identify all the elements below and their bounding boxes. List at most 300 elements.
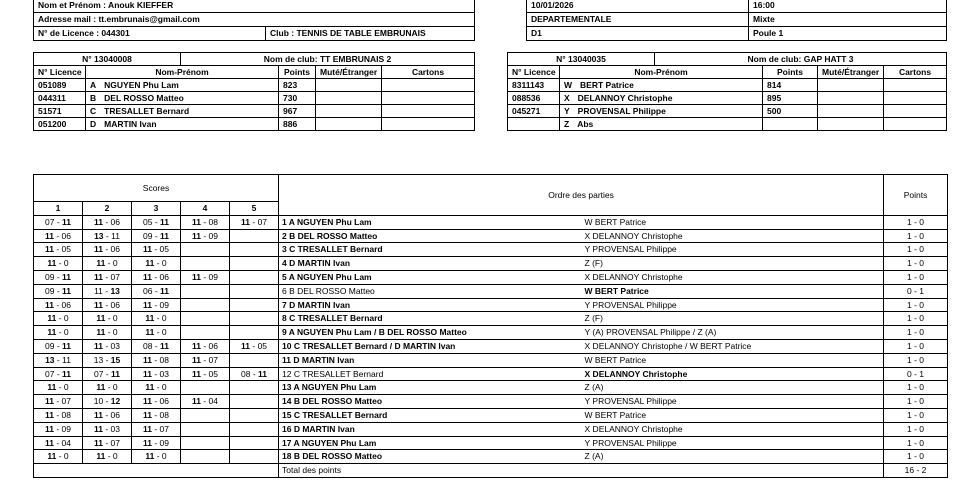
set-score-separator: - xyxy=(151,409,160,420)
player-letter: Y xyxy=(564,106,570,116)
player-points: 967 xyxy=(279,105,316,118)
set-score-separator: - xyxy=(54,271,63,282)
set-score-away: 0 xyxy=(161,313,167,324)
player-licence: 045271 xyxy=(508,105,560,118)
set-score-away: 0 xyxy=(63,451,69,462)
match-home-player: 13 A NGUYEN Phu Lam xyxy=(279,381,582,395)
match-home-player: 3 C TRESALLET Bernard xyxy=(279,243,582,257)
set-score-away: 05 xyxy=(61,244,72,255)
set-score-separator: - xyxy=(53,396,62,407)
set-score xyxy=(181,367,230,381)
set-score-separator: - xyxy=(200,354,209,365)
set-score-home: 11 xyxy=(142,437,152,448)
referee-club: Club : TENNIS DE TABLE EMBRUNAIS xyxy=(266,27,475,41)
match-result: 1 - 0 xyxy=(884,339,948,353)
team-a-players xyxy=(34,79,475,131)
match-row xyxy=(34,436,948,450)
set-score xyxy=(181,243,230,257)
set-score xyxy=(34,243,83,257)
player-letter: W xyxy=(564,80,573,90)
set-score-home: 11 xyxy=(142,368,152,379)
set-score-home: 11 xyxy=(145,382,155,393)
total-points: 16 - 2 xyxy=(884,464,948,478)
set-score xyxy=(83,243,132,257)
match-home-player: 14 B DEL ROSSO Matteo xyxy=(279,395,582,409)
set-score-home: 11 xyxy=(44,299,54,310)
set-score xyxy=(230,257,279,271)
set-score-separator: - xyxy=(250,368,259,379)
player-name: BERT Patrice xyxy=(580,80,634,90)
set-score-away: 0 xyxy=(161,382,167,393)
set-score xyxy=(132,367,181,381)
set-score-separator: - xyxy=(152,285,161,296)
set-score-separator: - xyxy=(56,382,64,393)
set-score xyxy=(132,243,181,257)
set-score xyxy=(132,326,181,340)
matches-list xyxy=(34,215,948,463)
player-licence xyxy=(508,118,560,131)
set-score xyxy=(83,229,132,243)
player-letter: X xyxy=(564,93,570,103)
referee-name: Nom et Prénom : Anouk KIEFFER xyxy=(34,0,475,13)
set-score-separator: - xyxy=(152,216,161,227)
team-b-club: Nom de club: GAP HATT 3 xyxy=(655,53,947,66)
points-header: Points xyxy=(884,175,948,216)
match-away-player: Y (A) PROVENSAL Philippe / Z (A) xyxy=(582,326,884,340)
set-score-away: 11 xyxy=(62,271,72,282)
set-score xyxy=(34,229,83,243)
set-score xyxy=(181,284,230,298)
set-score-separator: - xyxy=(102,299,111,310)
set-score xyxy=(181,326,230,340)
match-away-player: W BERT Patrice xyxy=(582,284,884,298)
set-score-home: 11 xyxy=(191,340,201,351)
match-division: D1 xyxy=(527,27,749,41)
set-score-away: 11 xyxy=(160,230,170,241)
set-score xyxy=(132,298,181,312)
set-score-away: 11 xyxy=(160,285,170,296)
set-number: 1 xyxy=(34,202,83,216)
set-score-away: 11 xyxy=(62,285,72,296)
set-score-separator: - xyxy=(250,340,258,351)
team-b-players xyxy=(508,79,947,131)
match-home-player: 1 A NGUYEN Phu Lam xyxy=(279,215,582,229)
set-score xyxy=(83,367,132,381)
set-score-away: 11 xyxy=(160,216,170,227)
set-score xyxy=(132,381,181,395)
player-name-cell xyxy=(86,79,279,92)
set-score-away: 09 xyxy=(208,271,219,282)
player-name: NGUYEN Phu Lam xyxy=(104,80,179,90)
match-home-player: 9 A NGUYEN Phu Lam / B DEL ROSSO Matteo xyxy=(279,326,582,340)
set-score-home: 11 xyxy=(44,437,54,448)
set-score-home: 11 xyxy=(93,299,103,310)
set-score-away: 07 xyxy=(159,423,170,434)
player-name-cell xyxy=(560,92,763,105)
match-result: 1 - 0 xyxy=(884,436,948,450)
set-score-away: 11 xyxy=(111,230,120,241)
set-score-separator: - xyxy=(102,437,111,448)
player-cards xyxy=(884,92,947,105)
set-number: 5 xyxy=(230,202,279,216)
col-cards: Cartons xyxy=(382,66,475,79)
set-score xyxy=(34,395,83,409)
set-score xyxy=(230,381,279,395)
set-score-home: 11 xyxy=(44,244,54,255)
match-away-player: W BERT Patrice xyxy=(582,408,884,422)
set-score-away: 03 xyxy=(159,368,170,379)
set-score-separator: - xyxy=(102,216,111,227)
set-score xyxy=(83,270,132,284)
referee-licence: N° de Licence : 044301 xyxy=(34,27,266,41)
set-score-home: 11 xyxy=(96,327,106,338)
match-result: 1 - 0 xyxy=(884,229,948,243)
set-score-home: 11 xyxy=(142,354,152,365)
set-score xyxy=(181,312,230,326)
set-score-home: 11 xyxy=(191,230,201,241)
match-home-player: 2 B DEL ROSSO Matteo xyxy=(279,229,582,243)
set-score-away: 11 xyxy=(62,216,72,227)
set-score xyxy=(181,257,230,271)
team-a-table xyxy=(33,52,475,131)
set-score-home: 10 xyxy=(93,396,104,407)
match-home-player: 6 B DEL ROSSO Matteo xyxy=(279,284,582,298)
player-licence: 51571 xyxy=(34,105,86,118)
results-table xyxy=(33,174,948,478)
set-score-home: 09 xyxy=(44,271,55,282)
set-score xyxy=(132,312,181,326)
player-points: 895 xyxy=(763,92,818,105)
set-score xyxy=(83,257,132,271)
set-score-away: 0 xyxy=(161,451,167,462)
player-name: DEL ROSSO Matteo xyxy=(104,93,184,103)
set-score-away: 06 xyxy=(208,340,219,351)
set-score-away: 05 xyxy=(208,368,219,379)
player-cards xyxy=(884,79,947,92)
set-score-separator: - xyxy=(151,354,160,365)
set-score-separator: - xyxy=(103,368,112,379)
match-row xyxy=(34,395,948,409)
set-score xyxy=(132,450,181,464)
player-row xyxy=(34,118,475,131)
set-score-separator: - xyxy=(54,354,63,365)
player-letter: Z xyxy=(564,119,570,129)
match-result: 1 - 0 xyxy=(884,312,948,326)
set-score xyxy=(34,422,83,436)
set-score-separator: - xyxy=(105,258,113,269)
player-points: 886 xyxy=(279,118,316,131)
set-score xyxy=(132,422,181,436)
player-points: 814 xyxy=(763,79,818,92)
col-cards: Cartons xyxy=(884,66,947,79)
set-score xyxy=(132,229,181,243)
set-score-away: 0 xyxy=(161,327,167,338)
match-away-player: X DELANNOY Christophe xyxy=(582,229,884,243)
order-header: Ordre des parties xyxy=(279,175,884,216)
set-score-separator: - xyxy=(102,423,111,434)
set-score-separator: - xyxy=(151,299,160,310)
set-score-home: 11 xyxy=(47,451,57,462)
set-score-home: 11 xyxy=(241,216,250,227)
player-cards xyxy=(884,118,947,131)
set-score-away: 06 xyxy=(110,299,121,310)
set-score-home: 11 xyxy=(191,216,201,227)
set-score-separator: - xyxy=(151,396,160,407)
player-licence: 088536 xyxy=(508,92,560,105)
set-score xyxy=(181,436,230,450)
set-score-separator: - xyxy=(54,285,63,296)
set-score xyxy=(34,339,83,353)
set-score xyxy=(34,408,83,422)
set-score xyxy=(230,450,279,464)
match-away-player: W BERT Patrice xyxy=(582,353,884,367)
match-row xyxy=(34,381,948,395)
set-score-separator: - xyxy=(200,271,209,282)
set-score xyxy=(230,298,279,312)
col-licence: N° Licence xyxy=(508,66,560,79)
set-score-away: 06 xyxy=(159,271,170,282)
set-score xyxy=(83,408,132,422)
col-points: Points xyxy=(279,66,316,79)
match-row xyxy=(34,312,948,326)
set-score-home: 11 xyxy=(93,409,103,420)
set-score-home: 08 xyxy=(241,368,251,379)
match-away-player: Y PROVENSAL Philippe xyxy=(582,436,884,450)
set-score-away: 12 xyxy=(110,396,121,407)
match-result: 1 - 0 xyxy=(884,326,948,340)
match-away-player: Y PROVENSAL Philippe xyxy=(582,243,884,257)
set-score-home: 07 xyxy=(93,368,104,379)
player-letter: A xyxy=(90,80,97,90)
col-points: Points xyxy=(763,66,818,79)
set-score-separator: - xyxy=(56,313,64,324)
set-score-home: 11 xyxy=(44,396,54,407)
match-time: 16:00 xyxy=(749,0,947,13)
player-points xyxy=(763,118,818,131)
match-row xyxy=(34,450,948,464)
match-result: 1 - 0 xyxy=(884,298,948,312)
set-score xyxy=(83,284,132,298)
total-spacer xyxy=(34,464,279,478)
player-name-cell xyxy=(560,79,763,92)
set-score-separator: - xyxy=(151,271,160,282)
team-b-table xyxy=(507,52,947,131)
set-score xyxy=(83,326,132,340)
match-result: 1 - 0 xyxy=(884,353,948,367)
player-name-cell xyxy=(86,118,279,131)
set-score xyxy=(230,353,279,367)
set-score-away: 06 xyxy=(61,230,72,241)
set-number: 4 xyxy=(181,202,230,216)
set-score xyxy=(83,395,132,409)
set-score-home: 09 xyxy=(44,285,55,296)
set-score-separator: - xyxy=(53,409,62,420)
set-score-away: 08 xyxy=(159,354,170,365)
set-score-separator: - xyxy=(53,299,62,310)
match-level: DEPARTEMENTALE xyxy=(527,13,749,27)
set-score-home: 11 xyxy=(93,244,103,255)
set-score xyxy=(132,353,181,367)
match-away-player: X DELANNOY Christophe xyxy=(582,270,884,284)
player-points: 500 xyxy=(763,105,818,118)
set-score-home: 11 xyxy=(47,313,57,324)
set-score-separator: - xyxy=(54,340,63,351)
set-score xyxy=(181,353,230,367)
set-score-home: 11 xyxy=(142,423,152,434)
set-score-away: 04 xyxy=(208,396,219,407)
team-b-number: N° 13040035 xyxy=(508,53,655,66)
set-score xyxy=(132,257,181,271)
set-score-home: 11 xyxy=(47,258,57,269)
player-row xyxy=(508,118,947,131)
set-score-home: 07 xyxy=(44,216,55,227)
set-score-separator: - xyxy=(151,368,160,379)
set-score-separator: - xyxy=(250,216,258,227)
set-score xyxy=(181,422,230,436)
set-score-home: 11 xyxy=(93,423,103,434)
set-score xyxy=(83,353,132,367)
set-score-away: 09 xyxy=(159,299,170,310)
col-name: Nom-Prénom xyxy=(560,66,763,79)
set-score-separator: - xyxy=(56,451,64,462)
match-result: 1 - 0 xyxy=(884,381,948,395)
match-result: 1 - 0 xyxy=(884,422,948,436)
set-score-separator: - xyxy=(54,216,63,227)
player-row xyxy=(508,79,947,92)
set-score xyxy=(34,450,83,464)
set-score-away: 05 xyxy=(159,244,170,255)
player-cards xyxy=(382,105,475,118)
set-score-home: 11 xyxy=(96,382,106,393)
set-score-home: 08 xyxy=(142,340,153,351)
match-result: 0 - 1 xyxy=(884,367,948,381)
player-row xyxy=(508,92,947,105)
player-mute xyxy=(818,92,884,105)
set-score-separator: - xyxy=(154,451,162,462)
player-points: 730 xyxy=(279,92,316,105)
set-score xyxy=(132,408,181,422)
set-score-separator: - xyxy=(200,230,209,241)
set-score xyxy=(132,339,181,353)
player-row xyxy=(34,105,475,118)
player-licence: 051089 xyxy=(34,79,86,92)
match-result: 1 - 0 xyxy=(884,395,948,409)
player-row xyxy=(34,92,475,105)
match-row xyxy=(34,408,948,422)
set-score-separator: - xyxy=(200,396,209,407)
set-score-away: 11 xyxy=(258,368,268,379)
set-score-separator: - xyxy=(102,409,111,420)
referee-info-table xyxy=(33,0,475,41)
set-score-home: 11 xyxy=(241,340,250,351)
set-score-away: 0 xyxy=(112,313,118,324)
set-score xyxy=(34,298,83,312)
match-home-player: 4 D MARTIN Ivan xyxy=(279,257,582,271)
set-score-away: 0 xyxy=(112,382,118,393)
set-score-home: 11 xyxy=(142,396,152,407)
set-score-away: 06 xyxy=(110,409,121,420)
set-score-away: 06 xyxy=(61,299,72,310)
set-score-away: 0 xyxy=(63,382,69,393)
set-score-home: 11 xyxy=(191,396,201,407)
set-score-home: 11 xyxy=(142,299,152,310)
set-score-home: 11 xyxy=(145,258,155,269)
set-score xyxy=(83,422,132,436)
set-score-away: 06 xyxy=(110,216,121,227)
match-row xyxy=(34,257,948,271)
scores-header: Scores xyxy=(34,175,279,202)
set-score-away: 04 xyxy=(61,437,72,448)
team-a-club: Nom de club: TT EMBRUNAIS 2 xyxy=(181,53,475,66)
set-score-home: 11 xyxy=(145,313,155,324)
player-points: 823 xyxy=(279,79,316,92)
set-score xyxy=(230,270,279,284)
set-score-home: 11 xyxy=(94,285,103,296)
match-info-table xyxy=(526,0,947,41)
player-cards xyxy=(382,79,475,92)
set-score-separator: - xyxy=(151,244,160,255)
set-score-home: 13 xyxy=(94,230,104,241)
set-score xyxy=(181,381,230,395)
match-home-player: 7 D MARTIN Ivan xyxy=(279,298,582,312)
set-score-separator: - xyxy=(151,423,160,434)
set-score-away: 0 xyxy=(63,258,69,269)
set-score-separator: - xyxy=(105,382,113,393)
match-result: 1 - 0 xyxy=(884,450,948,464)
set-score-away: 06 xyxy=(159,396,170,407)
set-score-separator: - xyxy=(154,258,162,269)
set-score-separator: - xyxy=(102,244,111,255)
match-home-player: 17 A NGUYEN Phu Lam xyxy=(279,436,582,450)
set-score-away: 06 xyxy=(110,244,121,255)
set-score-away: 05 xyxy=(257,340,268,351)
set-score-home: 11 xyxy=(191,354,201,365)
set-score-separator: - xyxy=(102,285,111,296)
match-away-player: X DELANNOY Christophe xyxy=(582,422,884,436)
player-name: TRESALLET Bernard xyxy=(104,106,190,116)
set-score-separator: - xyxy=(53,244,62,255)
match-home-player: 16 D MARTIN Ivan xyxy=(279,422,582,436)
set-score-home: 09 xyxy=(142,230,153,241)
match-away-player: Y PROVENSAL Philippe xyxy=(582,395,884,409)
set-score-home: 11 xyxy=(47,382,57,393)
set-score-home: 11 xyxy=(93,437,103,448)
set-score-away: 07 xyxy=(257,216,268,227)
set-score xyxy=(34,215,83,229)
set-score-home: 11 xyxy=(96,258,106,269)
match-pool: Poule 1 xyxy=(749,27,947,41)
set-score xyxy=(230,215,279,229)
set-score-away: 07 xyxy=(110,437,121,448)
set-score-separator: - xyxy=(102,340,111,351)
match-row xyxy=(34,270,948,284)
player-mute xyxy=(316,105,382,118)
match-away-player: Z (F) xyxy=(582,257,884,271)
player-name: DELANNOY Christophe xyxy=(577,93,673,103)
set-score-separator: - xyxy=(105,451,113,462)
set-score-separator: - xyxy=(103,230,112,241)
set-score-home: 11 xyxy=(191,271,201,282)
match-result: 0 - 1 xyxy=(884,284,948,298)
set-score xyxy=(83,298,132,312)
match-row xyxy=(34,339,948,353)
set-score xyxy=(181,395,230,409)
set-score-separator: - xyxy=(105,327,113,338)
set-score-away: 08 xyxy=(208,216,219,227)
player-letter: C xyxy=(90,106,97,116)
set-score xyxy=(132,284,181,298)
set-score-separator: - xyxy=(151,437,160,448)
